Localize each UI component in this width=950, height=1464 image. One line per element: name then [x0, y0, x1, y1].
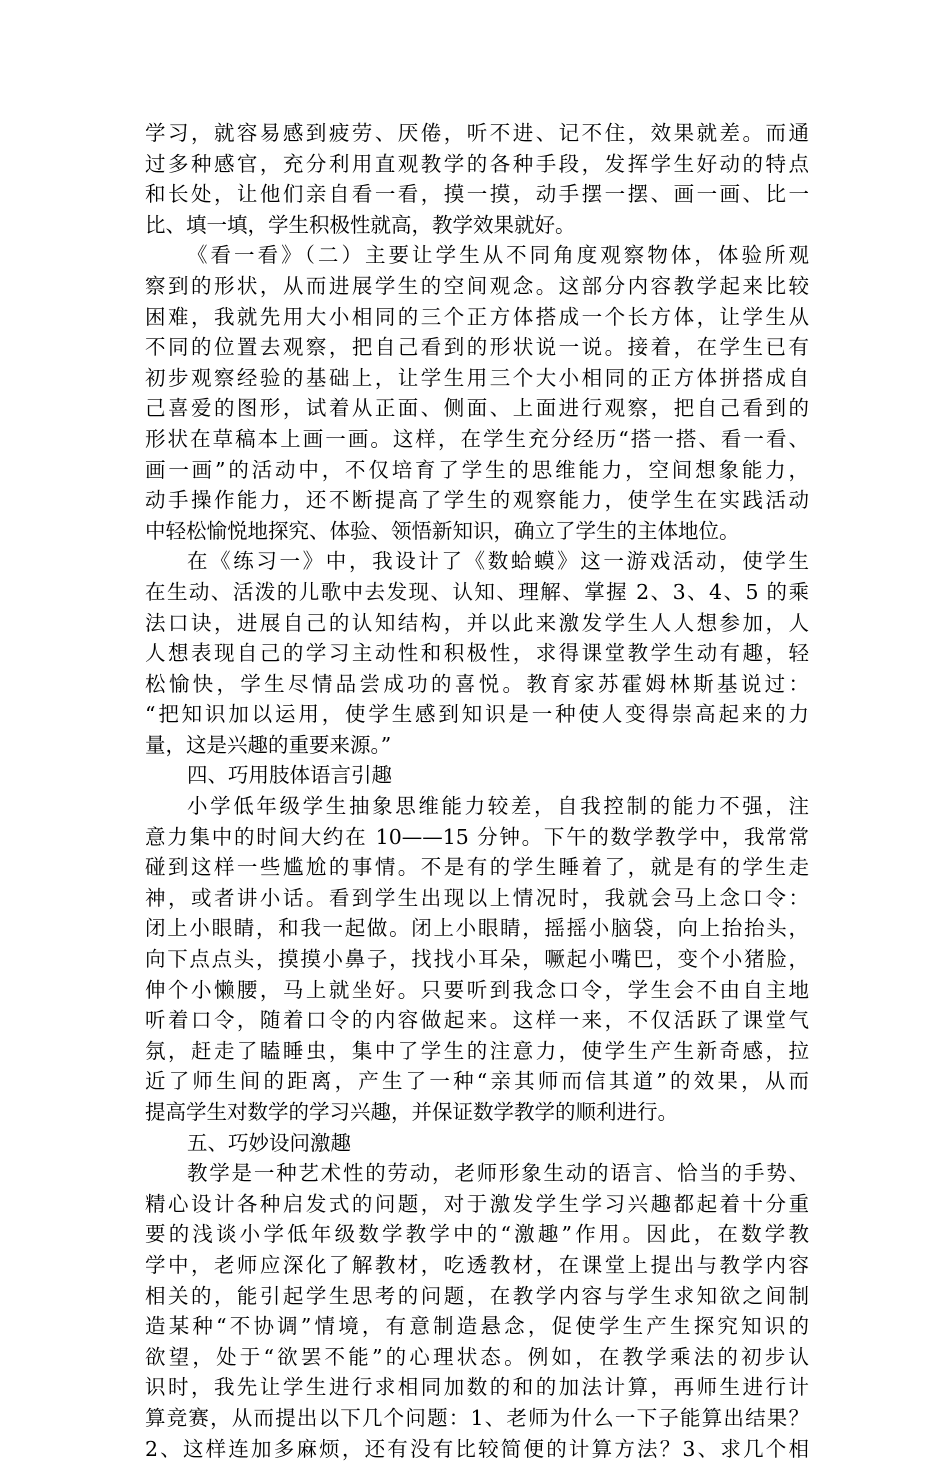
text-line: 向下点点头，摸摸小鼻子，找找小耳朵，噘起小嘴巴，变个小猪脸，	[145, 947, 809, 972]
text-line: 松愉快，学生尽情品尝成功的喜悦。教育家苏霍姆林斯基说过：	[145, 671, 809, 696]
text-line: 形状在草稿本上画一画。这样，在学生充分经历“搭一搭、看一看、	[145, 426, 809, 451]
text-line: 过多种感官，充分利用直观教学的各种手段，发挥学生好动的特点	[145, 151, 809, 176]
paragraph-start-line: 《看一看》（二）主要让学生从不同角度观察物体，体验所观	[187, 243, 809, 268]
section-heading: 五、巧妙设问激趣	[187, 1130, 351, 1155]
text-line: 初步观察经验的基础上，让学生用三个大小相同的正方体拼搭成自	[145, 365, 809, 390]
text-line: 比、填一填，学生积极性就高，教学效果就好。	[145, 212, 576, 237]
text-line: 法口诀，进展自己的认知结构，并以此来激发学生人人想参加，人	[145, 610, 809, 635]
text-line: 提高学生对数学的学习兴趣，并保证数学教学的顺利进行。	[145, 1100, 678, 1124]
text-line: 和长处，让他们亲自看一看，摸一摸，动手摆一摆、画一画、比一	[145, 182, 809, 207]
text-line: 相关的，能引起学生思考的问题，在教学内容与学生求知欲之间制	[145, 1283, 809, 1308]
text-line: 在生动、活泼的儿歌中去发现、认知、理解、掌握 2、3、4、5 的乘	[145, 579, 809, 604]
text-line: 算竞赛，从而提出以下几个问题：1、老师为什么一下子能算出结果？	[145, 1405, 809, 1430]
text-line: 人想表现自己的学习主动性和积极性，求得课堂教学生动有趣，轻	[145, 641, 809, 666]
text-line: 神，或者讲小话。看到学生出现以上情况时，我就会马上念口令：	[145, 885, 809, 910]
paragraph-start-line: 在《练习一》中，我设计了《数蛤蟆》这一游戏活动，使学生	[187, 549, 809, 574]
text-line: 动手操作能力，还不断提高了学生的观察能力，使学生在实践活动	[145, 488, 809, 513]
paragraph-start-line: 小学低年级学生抽象思维能力较差，自我控制的能力不强，注	[187, 794, 809, 819]
text-line: 意力集中的时间大约在 10——15 分钟。下午的数学教学中，我常常	[145, 824, 809, 849]
text-line: 不同的位置去观察，把自己看到的形状说一说。接着，在学生已有	[145, 335, 809, 360]
text-line: 学习，就容易感到疲劳、厌倦，听不进、记不住，效果就差。而通	[145, 121, 809, 145]
text-line: 己喜爱的图形，试着从正面、侧面、上面进行观察，把自己看到的	[145, 396, 809, 421]
text-line: 识时，我先让学生进行求相同加数的和的加法计算，再师生进行计	[145, 1375, 809, 1400]
text-line: 量，这是兴趣的重要来源。”	[145, 732, 392, 757]
text-line: 欲望，处于“欲罢不能”的心理状态。例如，在教学乘法的初步认	[145, 1344, 809, 1369]
text-line: 造某种“不协调”情境，有意制造悬念，促使学生产生探究知识的	[145, 1314, 809, 1339]
text-line: 中轻松愉悦地探究、体验、领悟新知识，确立了学生的主体地位。	[145, 518, 740, 543]
text-line: 察到的形状，从而进展学生的空间观念。这部分内容教学起来比较	[145, 273, 809, 298]
text-line: 伸个小懒腰，马上就坐好。只要听到我念口令，学生会不由自主地	[145, 977, 809, 1002]
paragraph-start-line: 教学是一种艺术性的劳动，老师形象生动的语言、恰当的手势、	[187, 1161, 809, 1186]
text-line: 画一画”的活动中，不仅培育了学生的思维能力，空间想象能力，	[145, 457, 809, 482]
text-line: 近了师生间的距离，产生了一种“亲其师而信其道”的效果，从而	[145, 1069, 809, 1094]
section-heading: 四、巧用肢体语言引趣	[187, 763, 392, 788]
text-line: 闭上小眼睛，和我一起做。闭上小眼睛，摇摇小脑袋，向上抬抬头，	[145, 916, 809, 941]
text-line: 听着口令，随着口令的内容做起来。这样一来，不仅活跃了课堂气	[145, 1008, 809, 1033]
text-line: 困难，我就先用大小相同的三个正方体搭成一个长方体，让学生从	[145, 304, 809, 329]
text-line: 精心设计各种启发式的问题，对于激发学生学习兴趣都起着十分重	[145, 1191, 809, 1216]
text-line: 碰到这样一些尴尬的事情。不是有的学生睡着了，就是有的学生走	[145, 855, 809, 880]
document-page	[145, 118, 809, 1464]
text-line: 学中，老师应深化了解教材，吃透教材，在课堂上提出与教学内容	[145, 1252, 809, 1277]
text-line: 要的浅谈小学低年级数学教学中的“激趣”作用。因此，在数学教	[145, 1222, 809, 1247]
text-line: 氛，赶走了瞌睡虫，集中了学生的注意力，使学生产生新奇感，拉	[145, 1038, 809, 1063]
text-line: “把知识加以运用，使学生感到知识是一种使人变得崇高起来的力	[145, 702, 809, 727]
text-line: 2、这样连加多麻烦，还有没有比较简便的计算方法？3、求几个相	[145, 1436, 809, 1461]
